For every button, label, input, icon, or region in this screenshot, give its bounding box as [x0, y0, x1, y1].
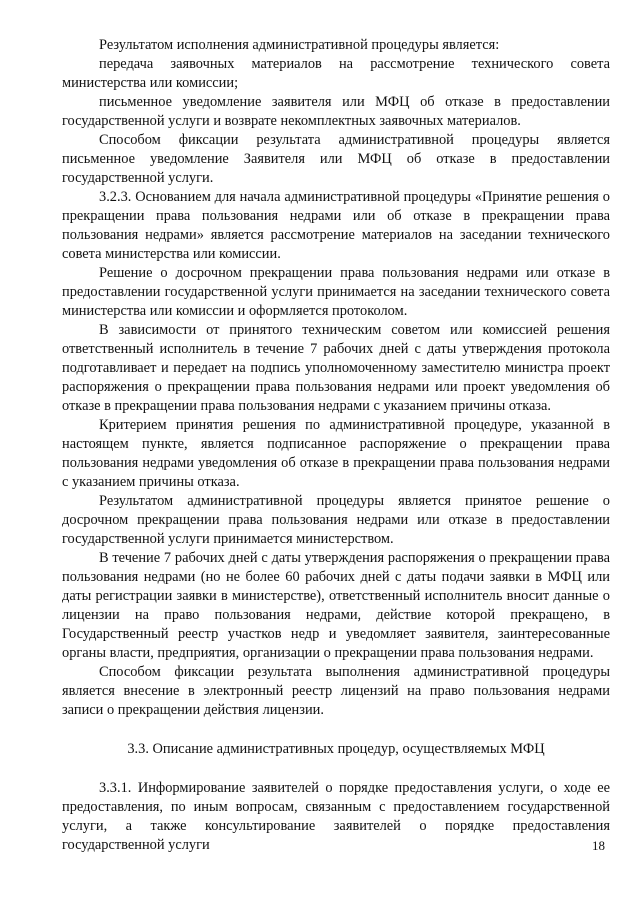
- paragraph-within-7-days: В течение 7 рабочих дней с даты утверждения распоряжения о прекращении права пользования недрами (но не более 60 рабочих дней с даты подачи заявки в МФЦ или даты регистрации заявки в министерстве), ответственный исполнитель вносит данные о лицензии на право пользования недрами, действие которой прекращено, в Государственный реестр участков недр и уведомляет заявителя, заинтересованные органы власти, предприятия, организации о прекращении права пользования недрами.: [62, 550, 610, 661]
- document-body: [62, 36, 610, 855]
- paragraph-fixation-method: Способом фиксации результата административной процедуры является письменное уведомление Заявителя или МФЦ об отказе в предоставлении государственной услуги.: [62, 132, 610, 186]
- paragraph-criterion: Критерием принятия решения по административной процедуре, указанной в настоящем пункте, является подписанное распоряжение о прекращении права пользования недрами уведомления об отказе в прекращении права пользования недрами с указанием причины отказа.: [62, 417, 610, 490]
- paragraph-procedure-result: Результатом административной процедуры является принятое решение о досрочном прекращении права пользования недрами или отказе в предоставлении государственной услуги принимается министерством.: [62, 493, 610, 547]
- paragraph-3-3-1: 3.3.1. Информирование заявителей о порядке предоставления услуги, о ходе ее предоставления, по иным вопросам, связанным с предоставлением государственной услуги, а также консультирование заявителей о порядке предоставления государственной услуги: [62, 780, 610, 853]
- paragraph-transfer-materials: передача заявочных материалов на рассмотрение технического совета министерства или комиссии;: [62, 56, 610, 91]
- paragraph-written-notice: письменное уведомление заявителя или МФЦ об отказе в предоставлении государственной услуги и возврате некомплектных заявочных материалов.: [62, 94, 610, 129]
- paragraph-depending-on-decision: В зависимости от принятого техническим советом или комиссией решения ответственный исполнитель в течение 7 рабочих дней с даты утверждения протокола подготавливает и передает на подпись уполномоченному заместителю министра проект распоряжения о прекращении права пользования недрами или проект уведомления об отказе в прекращении права пользования недрами с указанием причины отказа.: [62, 322, 610, 414]
- paragraph-fixation-registry: Способом фиксации результата выполнения административной процедуры является внесение в электронный реестр лицензий на право пользования недрами записи о прекращении действия лицензии.: [62, 664, 610, 718]
- paragraph-result-intro: Результатом исполнения административной процедуры является:: [99, 37, 500, 53]
- page-number: 18: [592, 838, 605, 853]
- paragraph-decision: Решение о досрочном прекращении права пользования недрами или отказе в предоставлении государственной услуги принимается на заседании технического совета министерства или комиссии и оформляется протоколом.: [62, 265, 610, 319]
- section-heading-3-3: 3.3. Описание административных процедур, осуществляемых МФЦ: [127, 741, 545, 757]
- paragraph-3-2-3: 3.2.3. Основанием для начала административной процедуры «Принятие решения о прекращении права пользования недрами или об отказе в прекращении права пользования недрами» является рассмотрение материалов на заседании технического совета министерства или комиссии.: [62, 189, 610, 262]
